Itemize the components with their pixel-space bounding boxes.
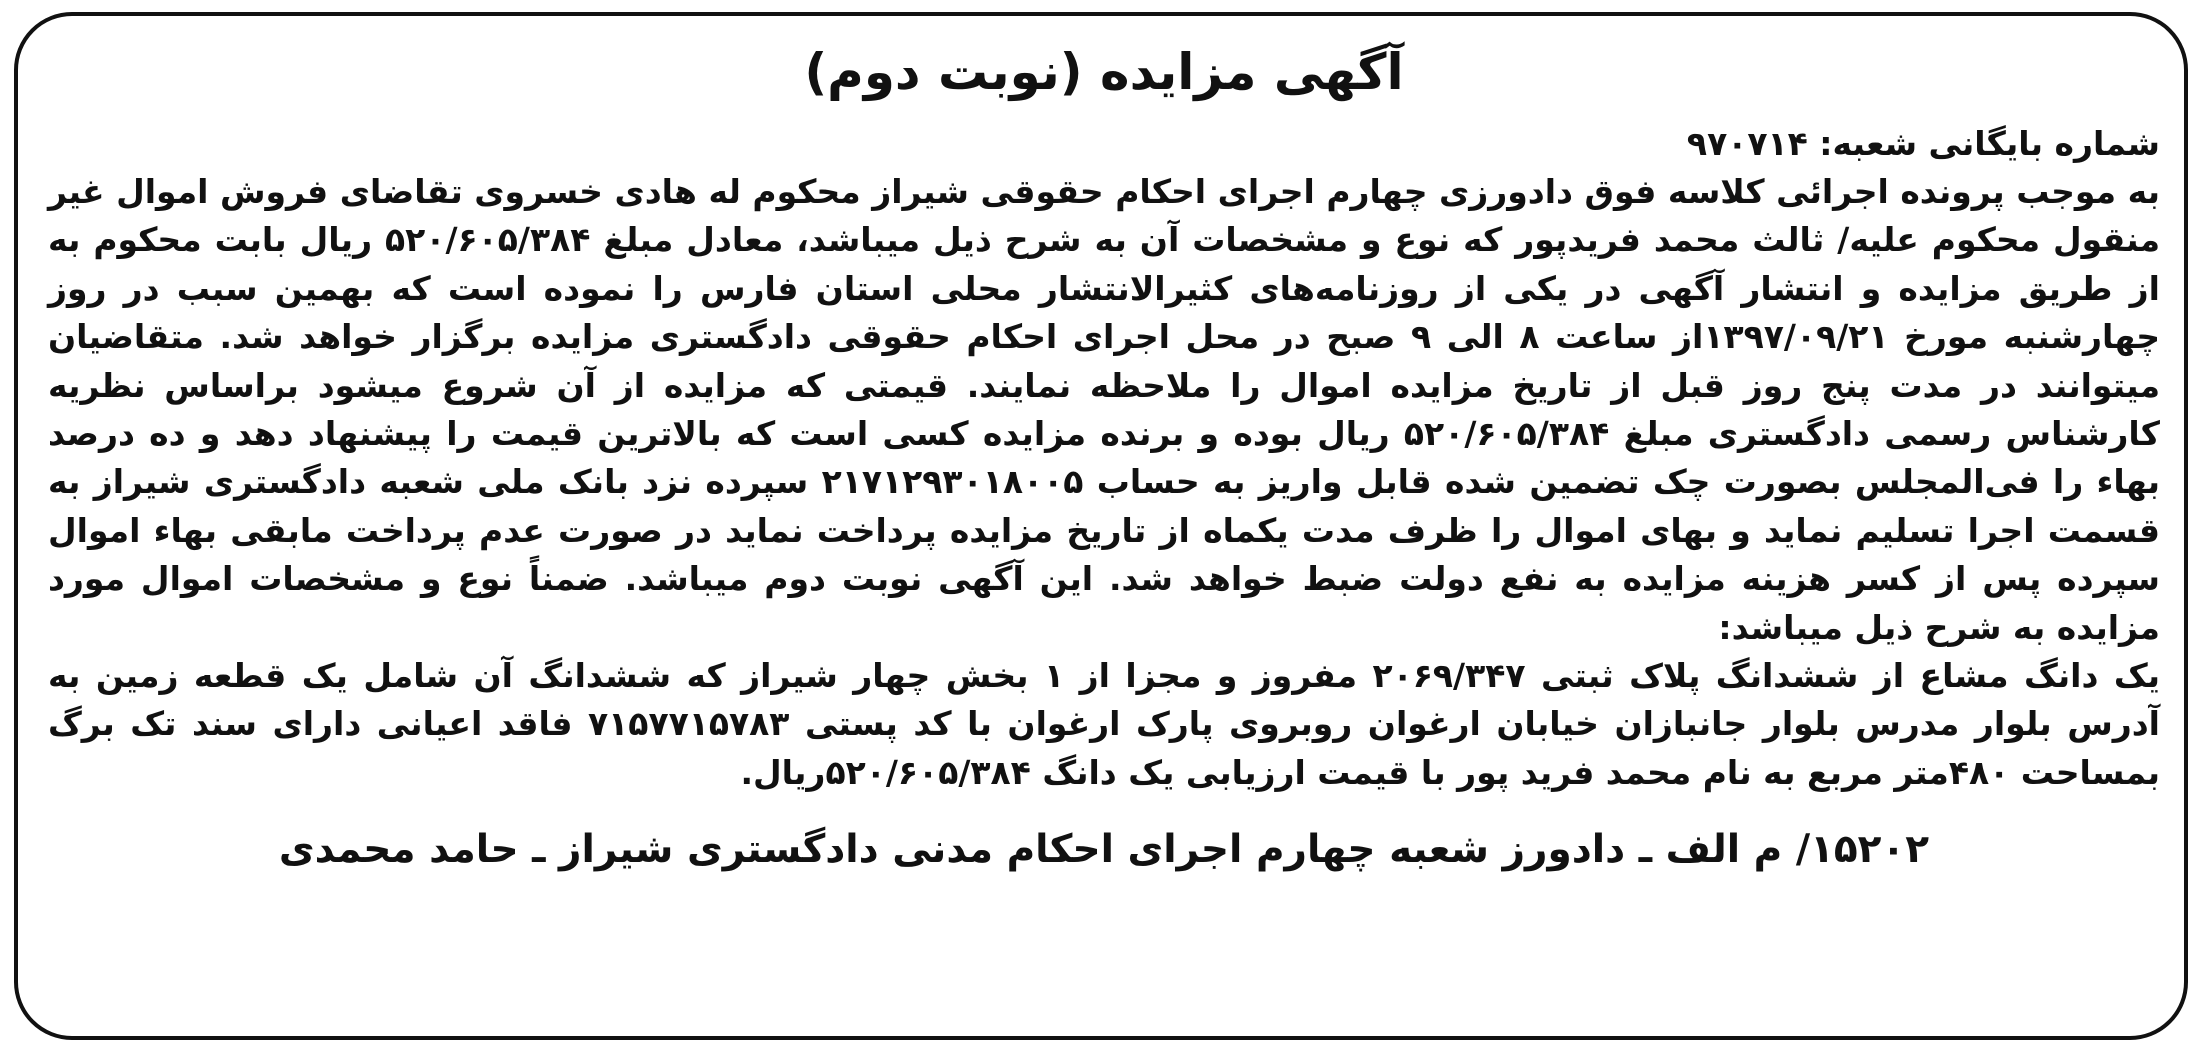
property-description: یک دانگ مشاع از ششدانگ پلاک ثبتی ۲۰۶۹/۳۴۷ مفروز و مجزا از ۱ بخش چهار شیراز که ششدانگ آن شامل یک قطعه زمین به آدرس بلوار مدرس بلوار جانبازان خیابان ارغوان روبروی پارک ارغوان با کد پستی ۷۱۵۷۷۱۵۷۸۳ فاقد اعیانی دارای سند تک برگ بمساحت ۴۸۰متر مربع به نام محمد فرید پور با قیمت ارزیابی یک دانگ ۵۲۰/۶۰۵/۳۸۴ریال. bbox=[48, 656, 2160, 792]
auction-notice bbox=[48, 30, 2160, 885]
notice-body: به موجب پرونده اجرائی کلاسه فوق دادورزی چهارم اجرای احکام حقوقی شیراز محکوم له هادی خسروی تقاضای فروش اموال غیر منقول محکوم علیه/ ثالث محمد فریدپور که نوع و مشخصات آن به شرح ذیل میباشد، معادل مبلغ ۵۲۰/۶۰۵/۳۸۴ ریال بابت محکوم به از طریق مزایده و انتشار آگهی در یکی از روزنامه‌های کثیرالانتشار محلی استان فارس را نموده است که بهمین سبب در روز چهارشنبه مورخ ۱۳۹۷/۰۹/۲۱از ساعت ۸ الی ۹ صبح در محل اجرای احکام حقوقی دادگستری مزایده برگزار خواهد شد. متقاضیان میتوانند در مدت پنج روز قبل از تاریخ مزایده اموال را ملاحظه نمایند. قیمتی که مزایده از آن شروع میشود براساس نظریه کارشناس رسمی دادگستری مبلغ ۵۲۰/۶۰۵/۳۸۴ ریال بوده و برنده مزایده کسی است که بالاترین قیمت را پیشنهاد دهد و ده درصد بهاء را فی‌المجلس بصورت چک تضمین شده قابل واریز به حساب ۲۱۷۱۲۹۳۰۱۸۰۰۵ سپرده نزد بانک ملی شعبه دادگستری شیراز به قسمت اجرا تسلیم نماید و بهای اموال را ظرف مدت یکماه از تاریخ مزایده پرداخت نماید در صورت عدم پرداخت مابقی بهاء اموال سپرده پس از کسر هزینه مزایده به نفع دولت ضبط خواهد شد. این آگهی نوبت دوم میباشد. ضمناً نوع و مشخصات اموال مورد مزایده به شرح ذیل میباشد: bbox=[48, 172, 2160, 647]
notice-title: آگهی مزایده (نوبت دوم) bbox=[804, 43, 1404, 101]
archive-number: شماره بایگانی شعبه: ۹۷۰۷۱۴ bbox=[1686, 124, 2160, 163]
notice-signature: ۱۵۲۰۲/ م الف ـ دادورز شعبه چهارم اجرای احکام مدنی دادگستری شیراز ـ حامد محمدی bbox=[278, 827, 1930, 873]
